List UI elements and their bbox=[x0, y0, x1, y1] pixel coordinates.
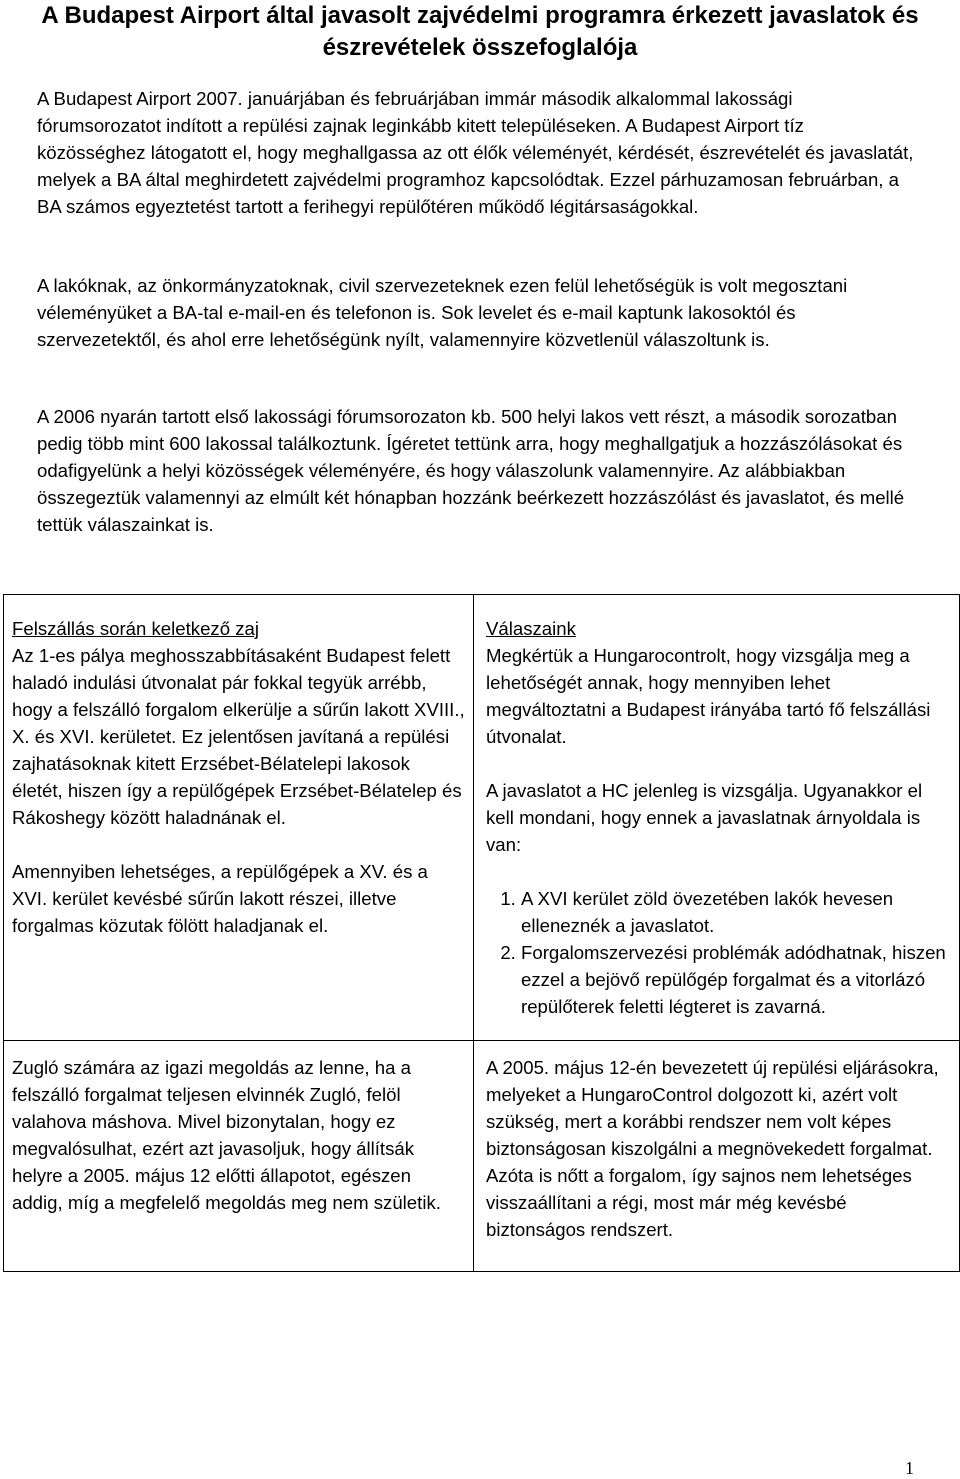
responses-heading: Válaszaink bbox=[486, 618, 576, 639]
list-item: 2. Forgalomszervezési problémák adódhatnak, hiszen ezzel a bejövő repülőgép forgalmat és a vitorlázó repülőterek feletti légteret is zavarná. bbox=[521, 939, 951, 1020]
response-cell bbox=[474, 1041, 960, 1272]
response-text: Megkértük a Hungarocontrolt, hogy vizsgálja meg a lehetőségét annak, hogy mennyiben lehet megváltoztatni a Budapest irányába tartó fő felszállási útvonalat. bbox=[486, 645, 931, 747]
feedback-paragraph: A lakóknak, az önkormányzatoknak, civil szervezeteknek ezen felül lehetőségük is volt megosztani véleményüket a BA-tal e-mail-en és telefonon is. Sok levelet és e-mail kaptunk lakosoktól és szervezetektől, és ahol erre lehetőségünk nyílt, valamennyire közvetlenül válaszoltunk is. bbox=[37, 275, 848, 350]
proposal-text: Az 1-es pálya meghosszabbításaként Budapest felett haladó indulási útvonalat pár fokkal tegyük arrébb, hogy a felszálló forgalom elkerülje a sűrűn lakott XVIII., X. és XVI. kerületet. Ez jelentősen javítaná a repülési zajhatásoknak kitett Erzsébet-Bélatelepi lakosok életét, hiszen így a repülőgépek Erzsébet-Bélatelep és Rákoshegy között haladnának el. bbox=[12, 645, 465, 828]
proposal-cell bbox=[4, 1041, 474, 1272]
page-number: 1 bbox=[905, 1458, 914, 1478]
table-row bbox=[4, 1041, 960, 1272]
proposal-text: Amennyiben lehetséges, a repülőgépek a XV. és a XVI. kerület kevésbé sűrűn lakott részei, illetve forgalmas közutak fölött haladjanak el. bbox=[12, 861, 428, 936]
response-cell bbox=[474, 595, 960, 1041]
summary-paragraph: A 2006 nyarán tartott első lakossági fórumsorozaton kb. 500 helyi lakos vett részt, a második sorozatban pedig több mint 600 lakossal találkoztunk. Ígéretet tettünk arra, hogy meghallgatjuk a hozzászólásokat és odafigyelünk a helyi közösségek véleményére, és hogy válaszolunk valamennyire. Az alábbiakban összegeztük valamennyi az elmúlt két hónapban hozzánk beérkezett hozzászólást és javaslatot, és mellé tettük válaszainkat is. bbox=[37, 406, 905, 535]
proposals-heading: Felszállás során keletkező zaj bbox=[12, 618, 259, 639]
proposals-responses-table bbox=[3, 594, 960, 1272]
intro-paragraph: A Budapest Airport 2007. januárjában és februárjában immár második alkalommal lakossági fórumsorozatot indított a repülési zajnak leginkább kitett településeken. A Budapest Airport tíz közösséghez látogatott el, hogy meghallgassa az ott élők véleményét, kérdését, észrevételét és javaslatát, melyek a BA által meghirdetett zajvédelmi programhoz kapcsolódtak. Ezzel párhuzamosan februárban, a BA számos egyeztetést tartott a ferihegyi repülőtéren működő légitársaságokkal. bbox=[37, 88, 914, 217]
objections-list bbox=[486, 885, 951, 1020]
table-row bbox=[4, 595, 960, 1041]
list-item: 1. A XVI kerület zöld övezetében lakók hevesen elleneznék a javaslatot. bbox=[521, 885, 951, 939]
response-text: A javaslatot a HC jelenleg is vizsgálja. Ugyanakkor el kell mondani, hogy ennek a javaslatnak árnyoldala is van: bbox=[486, 780, 923, 855]
proposal-text: Zugló számára az igazi megoldás az lenne, ha a felszálló forgalmat teljesen elvinnék Zugló, felöl valahova máshova. Mivel bizonytalan, hogy ez megvalósulhat, ezért azt javasoljuk, hogy állítsák helyre a 2005. május 12 előtti állapotot, egészen addig, míg a megfelelő megoldás meg nem születik. bbox=[12, 1057, 441, 1213]
proposal-cell bbox=[4, 595, 474, 1041]
document-title: A Budapest Airport által javasolt zajvédelmi programra érkezett javaslatok és észrevételek összefoglalója bbox=[41, 2, 919, 61]
response-text: A 2005. május 12-én bevezetett új repülési eljárásokra, melyeket a HungaroControl dolgozott ki, azért volt szükség, mert a korábbi rendszer nem volt képes biztonságosan kiszolgálni a megnövekedett forgalmat. Azóta is nőtt a forgalom, így sajnos nem lehetséges visszaállítani a régi, most már még kevésbé biztonságos rendszert. bbox=[486, 1057, 939, 1240]
